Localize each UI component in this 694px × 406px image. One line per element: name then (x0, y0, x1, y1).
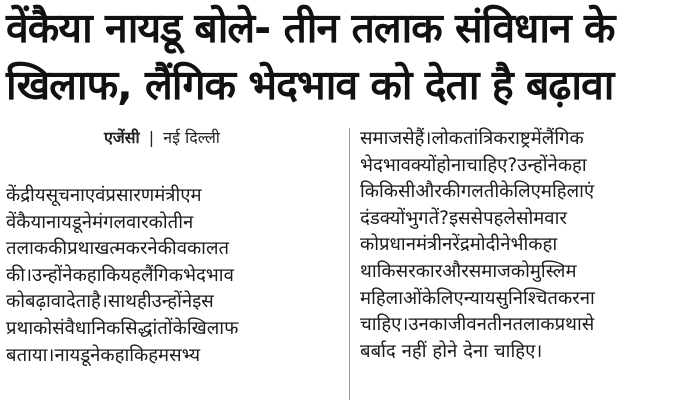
body-line: थाकिसरकारऔरसमाजकोमुस्लिम (360, 260, 577, 282)
body-line: कोबढ़ावादेताहै।साथहीउन्होंनेइस (6, 291, 214, 313)
byline-agency: एजेंसी (104, 128, 140, 147)
body-line: भेदभावक्योंहोनाचाहिए?उन्होंनेकहा (360, 154, 587, 176)
body-line: कोप्रधानमंत्रीनरेंद्रमोदीनेभीकहा (360, 234, 558, 256)
body-line: वेंकैयानायडूनेमंगलवारकोतीन (6, 211, 194, 233)
byline (104, 128, 220, 148)
body-line: बर्बाद नहीं होने देना चाहिए। (360, 340, 543, 362)
body-line: प्रथाकोसंवैधानिकसिद्धांतोंकेखिलाफ (6, 317, 239, 339)
body-line: केंद्रीयसूचनाएवंप्रसारणमंत्रीएम (6, 185, 202, 206)
byline-separator: | (148, 128, 155, 147)
article-column-right (360, 126, 690, 365)
byline-location: नई दिल्ली (163, 128, 220, 147)
column-divider (349, 128, 350, 400)
headline (6, 0, 690, 114)
headline-line-1: वेंकैया नायडू बोले- तीन तलाक संविधान के (6, 4, 615, 52)
article-column-left (6, 183, 340, 369)
body-line: महिलाओंकेलिएन्यायसुनिश्चितकरना (360, 287, 595, 309)
body-line: तलाककीप्रथाखत्मकरनेकीवकालत (6, 238, 230, 260)
body-line: चाहिए।उनकाजीवनतीनतलाकप्रथासे (360, 314, 595, 336)
body-line: दंडक्योंभुगतें?इससेपहलेसोमवार (360, 207, 567, 229)
body-line: की।उन्होंनेकहाकियहलैंगिकभेदभाव (6, 264, 234, 286)
body-line: बताया।नायडूनेकहाकिहमसभ्य (6, 344, 201, 366)
body-line: समाजसेहैं।लोकतांत्रिकराष्ट्रमेंलैंगिक (360, 128, 584, 149)
body-line: किकिसीऔरकीगलतीकेलिएमहिलाएं (360, 181, 595, 203)
headline-line-2: खिलाफ, लैंगिक भेदभाव को देता है बढ़ावा (6, 61, 614, 109)
